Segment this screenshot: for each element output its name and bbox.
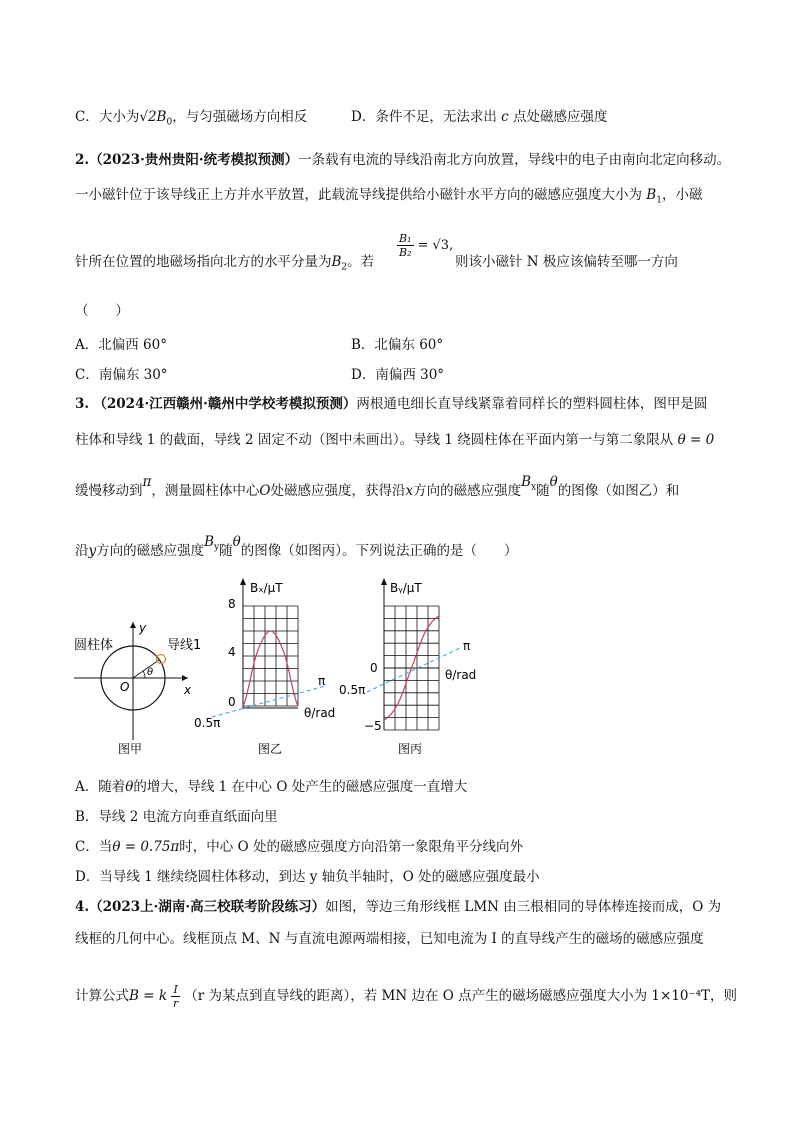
prev-option-d-text: D．条件不足，无法求出	[351, 109, 497, 125]
q2-stem-3-tail: 则该小磁针 N 极应该偏转至哪一方向	[455, 254, 678, 270]
yi-xlabel: θ/rad	[304, 706, 336, 720]
b0-sub: 0	[166, 117, 173, 128]
q2-number: 2.	[75, 152, 90, 168]
q3-stem-4d: 的图像（如图丙）。下列说法正确的是（ ）	[240, 543, 518, 559]
q4-source: （2023上·湖南·高三校联考阶段练习）	[89, 899, 326, 915]
q3-line3	[75, 474, 680, 506]
q2-ratio	[393, 232, 453, 259]
q3-line2	[75, 431, 714, 449]
b1-var: B	[646, 187, 657, 203]
q2-line3	[75, 253, 374, 277]
figure-jia	[74, 621, 201, 756]
q2-answer-blank: （ ）	[75, 303, 129, 319]
q2-option-c	[75, 366, 168, 384]
pi-symbol: π	[142, 474, 152, 490]
q4-stem-2: 线框的几何中心。线框顶点 M、N 与直流电源两端相接，已知电流为 I 的直导线产生的磁场的磁感应强度	[75, 931, 704, 947]
q2-line3-tail	[455, 253, 678, 271]
ratio-den: B₂	[399, 246, 412, 259]
q3-line4	[75, 534, 518, 566]
formula-num: I	[171, 983, 180, 997]
bing-half-pi-label: 0.5π	[339, 683, 366, 697]
q2-source: （2023·贵州贵阳·统考模拟预测）	[89, 152, 299, 168]
bing-tick-neg5: −5	[364, 719, 382, 733]
prev-option-c-tail: ，与匀强磁场方向相反	[172, 109, 308, 125]
q2-option-c-text: C．南偏东 30°	[75, 367, 168, 383]
yi-half-pi-label: 0.5π	[194, 716, 221, 730]
q2-blank	[75, 302, 129, 320]
bx-sub: x	[531, 482, 537, 493]
by-sub: y	[214, 542, 220, 553]
bing-ylabel: Bᵧ/μT	[390, 581, 422, 595]
q3-stem-3: 缓慢移动到	[75, 483, 143, 499]
q2-stem-1: 一条载有电流的导线沿南北方向放置，导线中的电子由南向北定向移动。	[298, 152, 731, 168]
q3-option-b	[75, 808, 278, 826]
q4-line3	[75, 983, 737, 1010]
q3-option-d	[75, 868, 540, 886]
q2-stem-2: 一小磁针位于该导线正上方并水平放置，此载流导线提供给小磁针水平方向的磁感应强度大小为	[75, 187, 642, 203]
x-axis-label: x	[184, 683, 192, 697]
q3-option-c-pre: C．当	[75, 839, 113, 855]
q4-stem-3-post: （r 为某点到直导线的距离），若 MN 边在 O 点产生的磁场磁感应强度大小为 1×10⁻⁴T，则	[184, 988, 738, 1004]
q3-option-d-text: D．当导线 1 继续绕圆柱体移动，到达 y 轴负半轴时，O 处的磁感应强度最小	[75, 869, 540, 885]
caption-jia: 图甲	[118, 742, 143, 756]
cylinder-label: 圆柱体	[74, 638, 114, 653]
radius-line	[133, 660, 159, 678]
bing-pi-label: π	[463, 639, 471, 653]
bing-y-arrow-icon	[381, 578, 387, 585]
q3-option-a-pre: A．随着	[75, 779, 126, 795]
q3-source: （2024·江西赣州·赣州中学校考模拟预测）	[93, 396, 357, 412]
formula-fraction	[171, 983, 180, 1010]
q2-option-b	[351, 336, 443, 354]
prev-option-c	[75, 108, 307, 132]
bing-xlabel: θ/rad	[445, 668, 477, 682]
q3-option-b-text: B．导线 2 电流方向垂直纸面向里	[75, 809, 278, 825]
prev-option-c-text: C．大小为	[75, 109, 140, 125]
by-symbol	[204, 534, 220, 553]
yi-pi-label: π	[318, 674, 326, 688]
q3-stem-4c: 随	[219, 543, 233, 559]
sqrt2: √2	[139, 109, 157, 125]
ratio-fraction	[397, 232, 414, 259]
q3-number: 3.	[75, 396, 90, 412]
q3-stem-3e: 随	[536, 483, 550, 499]
point-o: O	[259, 483, 271, 499]
prev-option-d	[351, 108, 607, 126]
q2-line1	[75, 151, 730, 169]
q3-stem-4b: 方向的磁感应强度	[96, 543, 205, 559]
grid-yi	[243, 606, 298, 706]
q2-option-a-text: A．北偏西 60°	[75, 337, 167, 353]
caption-bing: 图丙	[398, 742, 423, 756]
ratio-num: B₁	[399, 232, 412, 245]
x-arrow-icon	[182, 675, 188, 681]
origin-label: O	[120, 680, 130, 694]
theta-arc	[143, 671, 145, 678]
q3-option-a	[75, 778, 467, 796]
q2-stem-3-mid: 。若	[347, 254, 375, 270]
q3-figures	[0, 570, 800, 770]
bx-var: B	[521, 474, 531, 490]
theta-label: θ	[147, 667, 154, 678]
q3-option-a-theta: θ	[125, 779, 134, 795]
q3-stem-3d: 方向的磁感应强度	[413, 483, 522, 499]
q2-option-a	[75, 336, 167, 354]
x-var: x	[405, 483, 414, 499]
q2-stem-2-tail: ，小磁	[661, 187, 703, 203]
q2-line2	[75, 186, 702, 210]
bx-symbol	[521, 474, 537, 493]
q2-option-b-text: B．北偏东 60°	[351, 337, 444, 353]
figure-bing	[339, 578, 476, 756]
q2-stem-3: 针所在位置的地磁场指向北方的水平分量为	[75, 254, 332, 270]
figure-yi	[194, 578, 335, 756]
theta-var: θ	[549, 474, 558, 490]
by-var: B	[204, 534, 215, 550]
yi-tick-4: 4	[228, 645, 236, 659]
formula-den: r	[173, 997, 179, 1010]
q2-option-d-text: D．南偏西 30°	[351, 367, 445, 383]
yi-tick-8: 8	[228, 597, 236, 611]
b2-var: B	[331, 254, 342, 270]
q3-option-c-math: θ = 0.75π	[112, 839, 180, 855]
q3-line1	[75, 395, 707, 413]
q4-number: 4.	[75, 899, 90, 915]
y-axis-label: y	[139, 621, 147, 635]
q3-stem-4: 沿	[75, 543, 89, 559]
theta-zero: θ = 0	[677, 432, 715, 448]
q3-stem-3b: ，测量圆柱体中心	[151, 483, 260, 499]
q2-option-d	[351, 366, 444, 384]
ratio-rhs: = √3,	[417, 238, 454, 253]
q3-stem-1: 两根通电细长直导线紧靠着同样长的塑料圆柱体，图甲是圆	[356, 396, 708, 412]
q3-stem-3c: 处磁感应强度，获得沿	[270, 483, 406, 499]
q4-stem-3-pre: 计算公式	[75, 988, 129, 1004]
b2-sub: 2	[341, 262, 348, 273]
y-var: y	[88, 543, 97, 559]
q3-option-c-post: 时，中心 O 处的磁感应强度方向沿第一象限角平分线向外	[179, 839, 523, 855]
caption-yi: 图乙	[258, 742, 283, 756]
q4-stem-1: 如图，等边三角形线框 LMN 由三根相同的导体棒连接而成，O 为	[325, 899, 722, 915]
q3-stem-3f: 的图像（如图乙）和	[557, 483, 680, 499]
theta-var-2: θ	[232, 534, 241, 550]
yi-y-arrow-icon	[240, 578, 246, 585]
prev-option-d-tail: 点处磁感应强度	[512, 109, 608, 125]
q3-option-c	[75, 838, 523, 856]
wire1-label: 导线1	[167, 638, 202, 653]
yi-tick-0: 0	[228, 695, 236, 709]
b1-sub: 1	[656, 195, 662, 206]
b0-var: B	[156, 109, 167, 125]
bing-tick-0: 0	[370, 661, 378, 675]
formula-lhs: B = k	[129, 988, 167, 1004]
y-arrow-icon	[130, 622, 136, 628]
yi-ylabel: Bₓ/μT	[250, 581, 283, 595]
q4-line1	[75, 898, 721, 916]
q3-option-a-post: 的增大，导线 1 在中心 O 处产生的磁感应强度一直增大	[133, 779, 468, 795]
q4-line2	[75, 930, 704, 948]
q3-stem-2: 柱体和导线 1 的截面，导线 2 固定不动（图中未画出）。导线 1 绕圆柱体在平面内第一与第二象限从	[75, 432, 674, 448]
point-c: c	[501, 109, 509, 125]
